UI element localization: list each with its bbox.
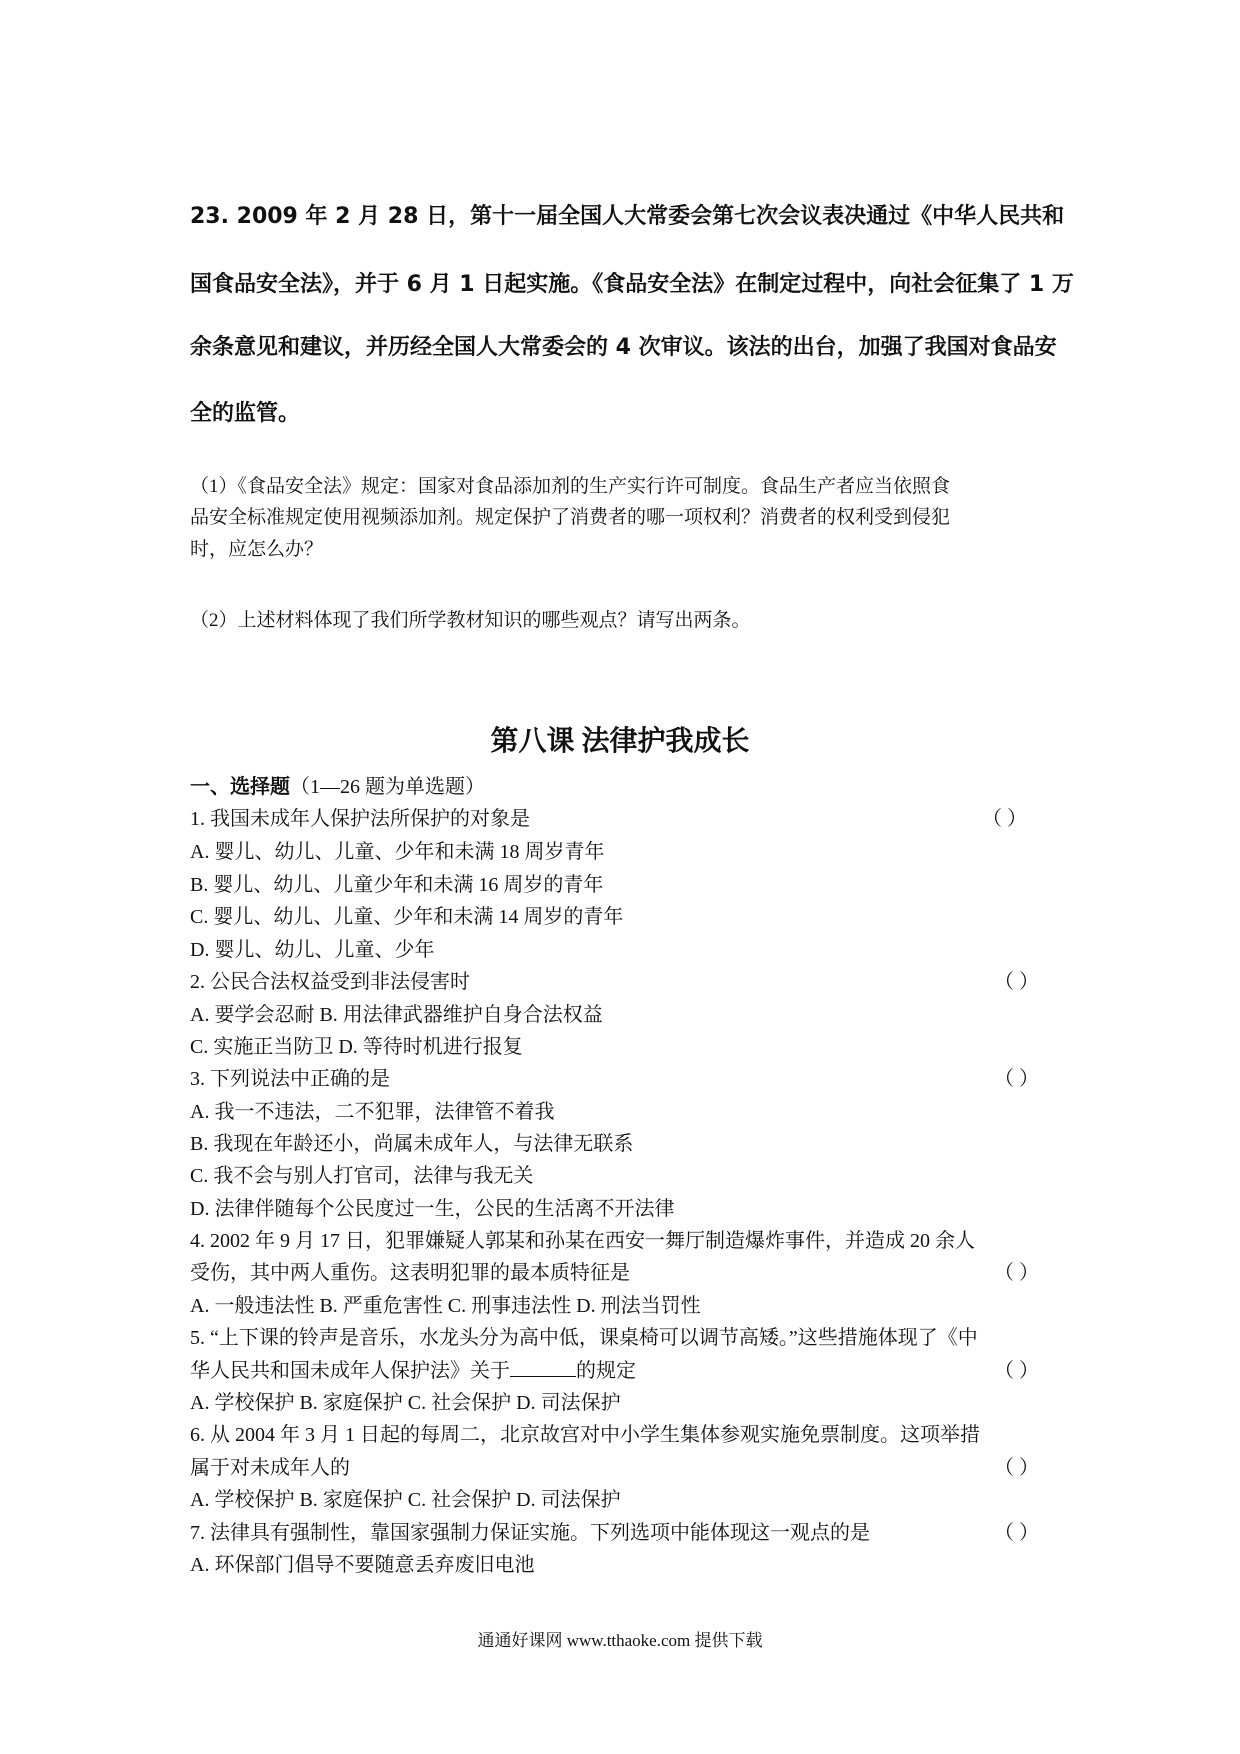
question-5-answer-paren: （ ） <box>994 1360 1039 1382</box>
question-5-stem-suffix: 的规定 <box>576 1360 636 1382</box>
question-1-option-a: A. 婴儿、幼儿、儿童、少年和未满 18 周岁青年 <box>190 841 605 863</box>
page-footer: 通通好课网 www.tthaoke.com 提供下载 <box>477 1631 763 1650</box>
question-3-option-b: B. 我现在年龄还小，尚属未成年人，与法律无联系 <box>190 1133 634 1155</box>
q23-line-3: 余条意见和建议，并历经全国人大常委会的 4 次审议。该法的出台，加强了我国对食品安 <box>190 335 1057 360</box>
section-heading-label: 一、选择题 <box>190 774 290 798</box>
q23-line-1: 23. 2009 年 2 月 28 日，第十一届全国人大常委会第七次会议表决通过《中华人民共和 <box>190 204 1065 229</box>
q23-line-2: 国食品安全法》，并于 6 月 1 日起实施。《食品安全法》在制定过程中，向社会征集了 1 万 <box>190 272 1074 297</box>
q23-line-4: 全的监管。 <box>190 401 301 426</box>
q23-sub1-line-2: 品安全标准规定使用视频添加剂。规定保护了消费者的哪一项权利？消费者的权利受到侵犯 <box>190 507 951 528</box>
question-4-stem-line-2: 受伤，其中两人重伤。这表明犯罪的最本质特征是 <box>190 1262 630 1284</box>
question-4-options: A. 一般违法性 B. 严重危害性 C. 刑事违法性 D. 刑法当罚性 <box>190 1295 701 1317</box>
question-1-option-c: C. 婴儿、幼儿、儿童、少年和未满 14 周岁的青年 <box>190 906 624 928</box>
section-heading-note: （1—26 题为单选题） <box>290 776 485 798</box>
question-3-option-d: D. 法律伴随每个公民度过一生，公民的生活离不开法律 <box>190 1198 675 1220</box>
question-4-answer-paren: （ ） <box>994 1262 1039 1284</box>
question-3-option-c: C. 我不会与别人打官司，法律与我无关 <box>190 1165 534 1187</box>
question-3-option-a: A. 我一不违法，二不犯罪，法律管不着我 <box>190 1101 555 1123</box>
question-5-stem-line-2 <box>190 1358 636 1384</box>
question-6-answer-paren: （ ） <box>994 1457 1039 1479</box>
question-2-answer-paren: （ ） <box>994 971 1039 993</box>
question-6-stem-line-1: 6. 从 2004 年 3 月 1 日起的每周二，北京故宫对中小学生集体参观实施免票制度。这项举措 <box>190 1424 980 1446</box>
question-6-options: A. 学校保护 B. 家庭保护 C. 社会保护 D. 司法保护 <box>190 1489 621 1511</box>
question-3-stem: 3. 下列说法中正确的是 <box>190 1068 390 1090</box>
section-heading <box>190 773 485 800</box>
q23-sub1-line-3: 时，应怎么办？ <box>190 539 324 560</box>
q23-sub2: （2）上述材料体现了我们所学教材知识的哪些观点？请写出两条。 <box>190 610 751 631</box>
q23-sub1-line-1: （1）《食品安全法》规定：国家对食品添加剂的生产实行许可制度。食品生产者应当依照食 <box>190 476 951 497</box>
question-2-options-row-1: A. 要学会忍耐 B. 用法律武器维护自身合法权益 <box>190 1004 603 1026</box>
question-5-stem-line-1: 5. “上下课的铃声是音乐，水龙头分为高中低，课桌椅可以调节高矮。”这些措施体现了《中 <box>190 1327 978 1349</box>
question-4-stem-line-1: 4. 2002 年 9 月 17 日，犯罪嫌疑人郭某和孙某在西安一舞厅制造爆炸事件，并造成 20 余人 <box>190 1230 975 1252</box>
question-5-options: A. 学校保护 B. 家庭保护 C. 社会保护 D. 司法保护 <box>190 1392 621 1414</box>
question-2-stem: 2. 公民合法权益受到非法侵害时 <box>190 971 470 993</box>
fill-in-blank <box>510 1358 576 1377</box>
question-2-options-row-2: C. 实施正当防卫 D. 等待时机进行报复 <box>190 1036 523 1058</box>
question-6-stem-line-2: 属于对未成年人的 <box>190 1457 350 1479</box>
question-7-option-a: A. 环保部门倡导不要随意丢弃废旧电池 <box>190 1554 535 1576</box>
lesson-title: 第八课 法律护我成长 <box>490 726 750 757</box>
question-1-stem: 1. 我国未成年人保护法所保护的对象是 <box>190 808 530 830</box>
question-7-stem: 7. 法律具有强制性，靠国家强制力保证实施。下列选项中能体现这一观点的是 <box>190 1522 870 1544</box>
question-5-stem-text: 华人民共和国未成年人保护法》关于 <box>190 1360 510 1382</box>
question-3-answer-paren: （ ） <box>994 1068 1039 1090</box>
question-7-answer-paren: （ ） <box>994 1522 1039 1544</box>
question-1-option-d: D. 婴儿、幼儿、儿童、少年 <box>190 939 435 961</box>
question-1-option-b: B. 婴儿、幼儿、儿童少年和未满 16 周岁的青年 <box>190 874 604 896</box>
question-1-answer-paren: （ ） <box>982 808 1027 830</box>
